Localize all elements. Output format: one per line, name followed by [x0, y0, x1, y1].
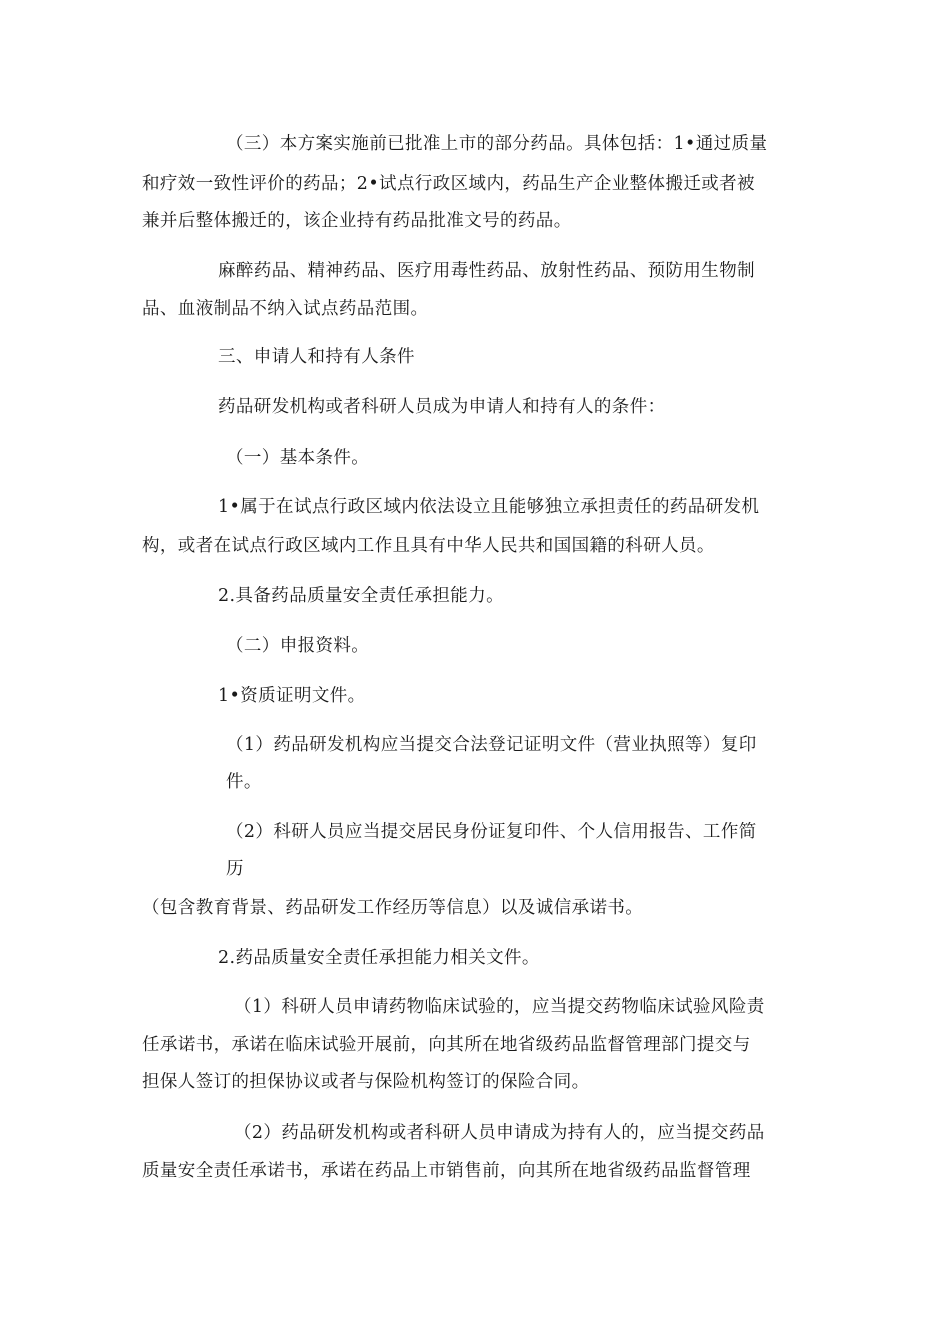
paragraph-line: （2）科研人员应当提交居民身份证复印件、个人信用报告、工作简: [226, 822, 757, 842]
subsection-heading: （二）申报资料。: [226, 636, 370, 656]
paragraph-line: 兼并后整体搬迁的，该企业持有药品批准文号的药品。: [142, 211, 572, 231]
paragraph-line: 2.药品质量安全责任承担能力相关文件。: [218, 948, 540, 968]
paragraph-line: 2.具备药品质量安全责任承担能力。: [218, 586, 504, 606]
paragraph-line: 1•属于在试点行政区域内依法设立且能够独立承担责任的药品研发机: [218, 497, 760, 517]
paragraph-line: 任承诺书，承诺在临床试验开展前，向其所在地省级药品监督管理部门提交与: [142, 1035, 751, 1055]
paragraph-line: 麻醉药品、精神药品、医疗用毒性药品、放射性药品、预防用生物制: [218, 261, 755, 281]
paragraph-line: 担保人签订的担保协议或者与保险机构签订的保险合同。: [142, 1072, 590, 1092]
paragraph-line: （1）药品研发机构应当提交合法登记证明文件（营业执照等）复印: [226, 735, 757, 755]
paragraph-line: 药品研发机构或者科研人员成为申请人和持有人的条件：: [218, 397, 666, 417]
paragraph-line: （三）本方案实施前已批准上市的部分药品。具体包括：1•通过质量: [226, 134, 768, 154]
paragraph-line: （1）科研人员申请药物临床试验的，应当提交药物临床试验风险责: [234, 997, 765, 1017]
paragraph-line: （2）药品研发机构或者科研人员申请成为持有人的，应当提交药品: [234, 1123, 765, 1143]
paragraph-line: 品、血液制品不纳入试点药品范围。: [142, 299, 429, 319]
paragraph-line: 质量安全责任承诺书，承诺在药品上市销售前，向其所在地省级药品监督管理: [142, 1161, 751, 1181]
section-heading: 三、申请人和持有人条件: [218, 347, 415, 367]
paragraph-line: 件。: [226, 772, 262, 792]
paragraph-line: 构，或者在试点行政区域内工作且具有中华人民共和国国籍的科研人员。: [142, 536, 715, 556]
paragraph-line: 1•资质证明文件。: [218, 686, 366, 706]
paragraph-line: 和疗效一致性评价的药品；2•试点行政区域内，药品生产企业整体搬迁或者被: [142, 174, 755, 194]
paragraph-line: 历: [226, 859, 244, 879]
paragraph-line: （包含教育背景、药品研发工作经历等信息）以及诚信承诺书。: [142, 898, 644, 918]
subsection-heading: （一）基本条件。: [226, 448, 370, 468]
